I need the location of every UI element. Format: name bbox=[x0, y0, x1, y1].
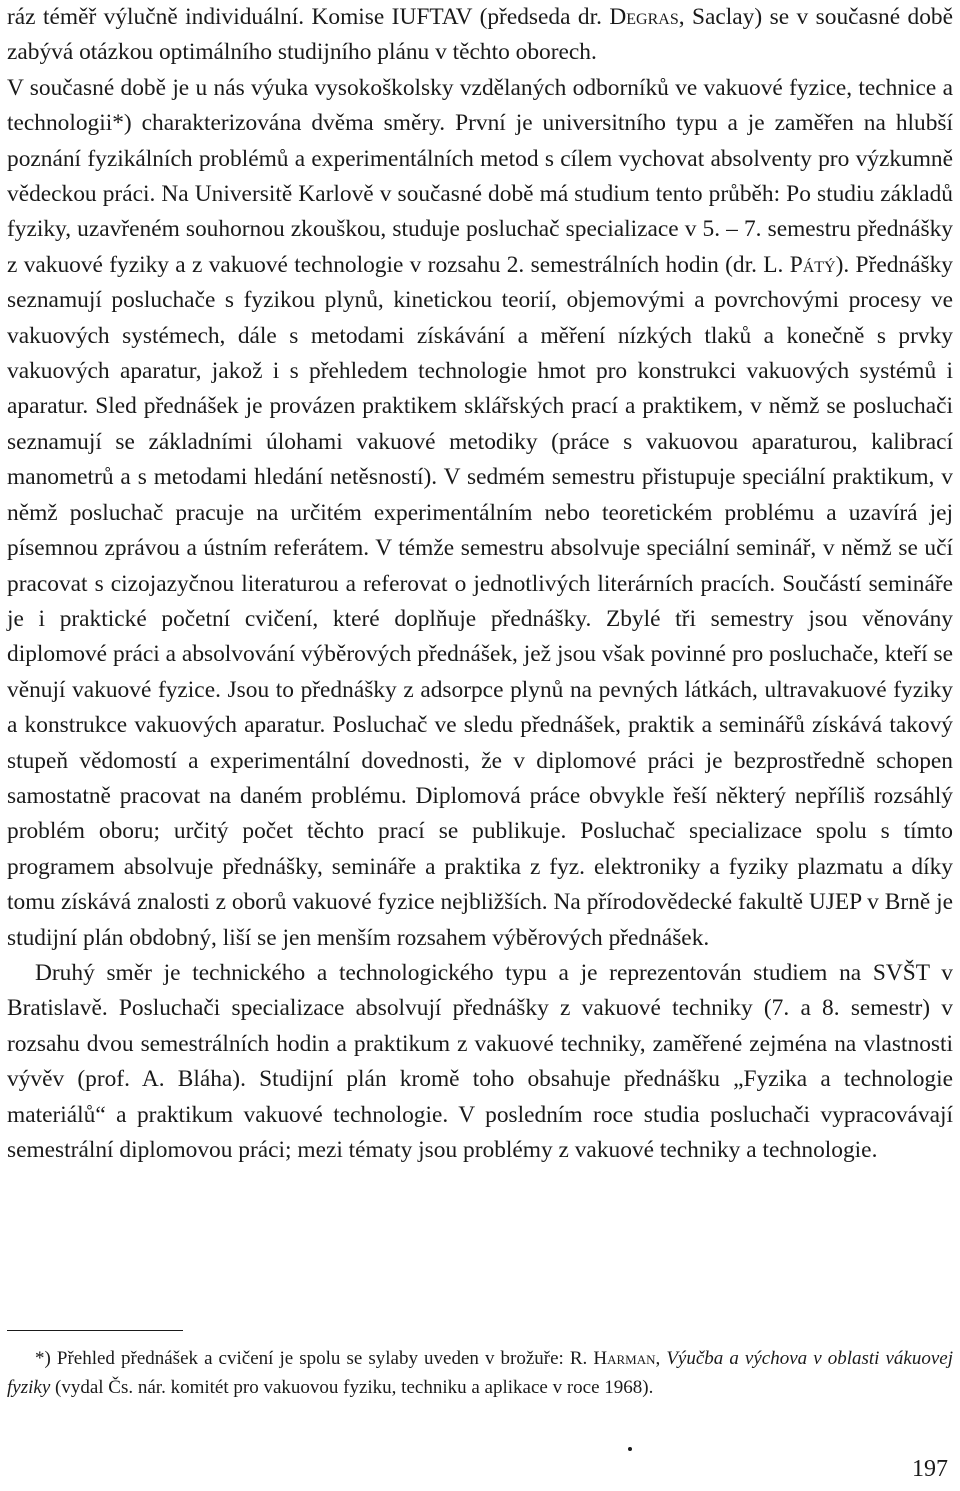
footnote-text-a: *) Přehled přednášek a cvičení je spolu se sylaby uveden v brožuře: R. bbox=[35, 1348, 594, 1369]
paragraph-1 bbox=[7, 0, 953, 71]
footnote-comma: , bbox=[655, 1348, 667, 1369]
paragraph-2-text-a: V současné době je u nás výuka vysokoškolsky vzdělaných odborníků ve vakuové fyzice, technice a technologii*) charakterizována dvěma směry. První je universitního typu a je zaměřen na hlubší poznání fyzikálních problémů a experimentálních metod s cílem vychovat absolventy pro výzkumně vědeckou práci. Na Universitě Karlově v současné době má studium tento průběh: Po studiu základů fyziky, uzavřeném souhornou zkouškou, studuje posluchač specializace v 5. – 7. semestru přednášky z vakuové fyziky a z vakuové technologie v rozsahu 2. semestrálních hodin (dr. L. bbox=[7, 74, 953, 278]
paragraph-2 bbox=[7, 71, 953, 956]
footnote-separator bbox=[7, 1330, 183, 1331]
author-name-harman: Harman bbox=[593, 1348, 656, 1369]
body-text bbox=[7, 0, 953, 1168]
paragraph-3: Druhý směr je technického a technologického typu a je reprezentován studiem na SVŠT v Bratislavě. Posluchači specializace absolvují přednášky z vakuové techniky (7. a 8. semestr) v rozsahu dvou semestrálních hodin a praktikum z vakuové techniky, zaměřené zejména na vlastnosti vývěv (prof. A. Bláha). Studijní plán kromě toho obsahuje přednášku „Fyzika a technologie materiálů“ a praktikum vakuové technologie. V posledním roce studia posluchači vypracovávají semestrální diplomovou práci; mezi tématy jsou problémy z vakuové techniky a technologie. bbox=[7, 959, 953, 1163]
page-number: 197 bbox=[912, 1456, 948, 1482]
paragraph-2-text-b: ). Přednášky seznamují posluchače s fyzikou plynů, kinetickou teorií, objemovými a povrchovými procesy ve vakuových systémech, dále s metodami získávání a měření nízkých tlaků a konečně s prvky vakuových aparatur, jakož i s přehledem technologie hmot pro konstrukci vakuových systémů i aparatur. Sled přednášek je provázen praktikem sklářských prací a praktikem, v němž se posluchači seznamují se základními úlohami vakuové metodiky (práce s vakuovou aparaturou, kalibrací manometrů a s metodami hledání netěsností). V sedmém semestru přistupuje speciální praktikum, v němž posluchač pracuje na určitém experimentálním nebo teoretickém problému a uzavírá jej písemnou zprávou a ústním referátem. V témže semestru absolvuje speciální seminář, v němž se učí pracovat s cizojazyčnou literaturou a referovat o jednotlivých literárních pracích. Součástí semináře je i praktické početní cvičení, které doplňuje přednášky. Zbylé tři semestry jsou věnovány diplomové práci a absolvování výběrových přednášek, jež jsou však povinné pro posluchače, kteří se věnují vakuové fyzice. Jsou to přednášky z adsorpce plynů na pevných látkách, ultravakuové fyziky a konstrukce vakuových aparatur. Posluchač ve sledu přednášek, praktik a seminářů získává takový stupeň vědomostí a experimentální dovednosti, že v diplomové práci je bezprostředně schopen samostatně pracovat na daném problému. Diplomová práce obvykle řeší některý nepříliš rozsáhlý problém oboru; určitý počet těchto prací se publikuje. Posluchač specializace spolu s tímto programem absolvuje přednášky, semináře a praktika z fyz. elektroniky a fyziky plazmatu a díky tomu získává znalosti z oborů vakuové fyzice nejbližších. Na přírodovědecké fakultě UJEP v Brně je studijní plán obdobný, liší se jen menším rozsahem výběrových přednášek. bbox=[7, 251, 953, 951]
footnote bbox=[7, 1345, 953, 1402]
author-name-degras: Degras bbox=[609, 4, 679, 30]
paragraph-1-text-a: ráz téměř výlučně individuální. Komise IUFTAV (předseda dr. bbox=[7, 4, 610, 30]
footnote-book-title: Výučba a výchova v oblasti vákuovej fyziky bbox=[7, 1348, 953, 1398]
footnote-text-b: (vydal Čs. nár. komitét pro vakuovou fyziku, techniku a aplikace v roce 1968). bbox=[50, 1376, 654, 1398]
paragraph-1-text-b: , Saclay) se v současné době zabývá otázkou optimálního studijního plánu v těchto oborech. bbox=[7, 4, 953, 66]
author-name-paty: Pátý bbox=[789, 251, 836, 278]
stray-dot bbox=[628, 1447, 632, 1451]
